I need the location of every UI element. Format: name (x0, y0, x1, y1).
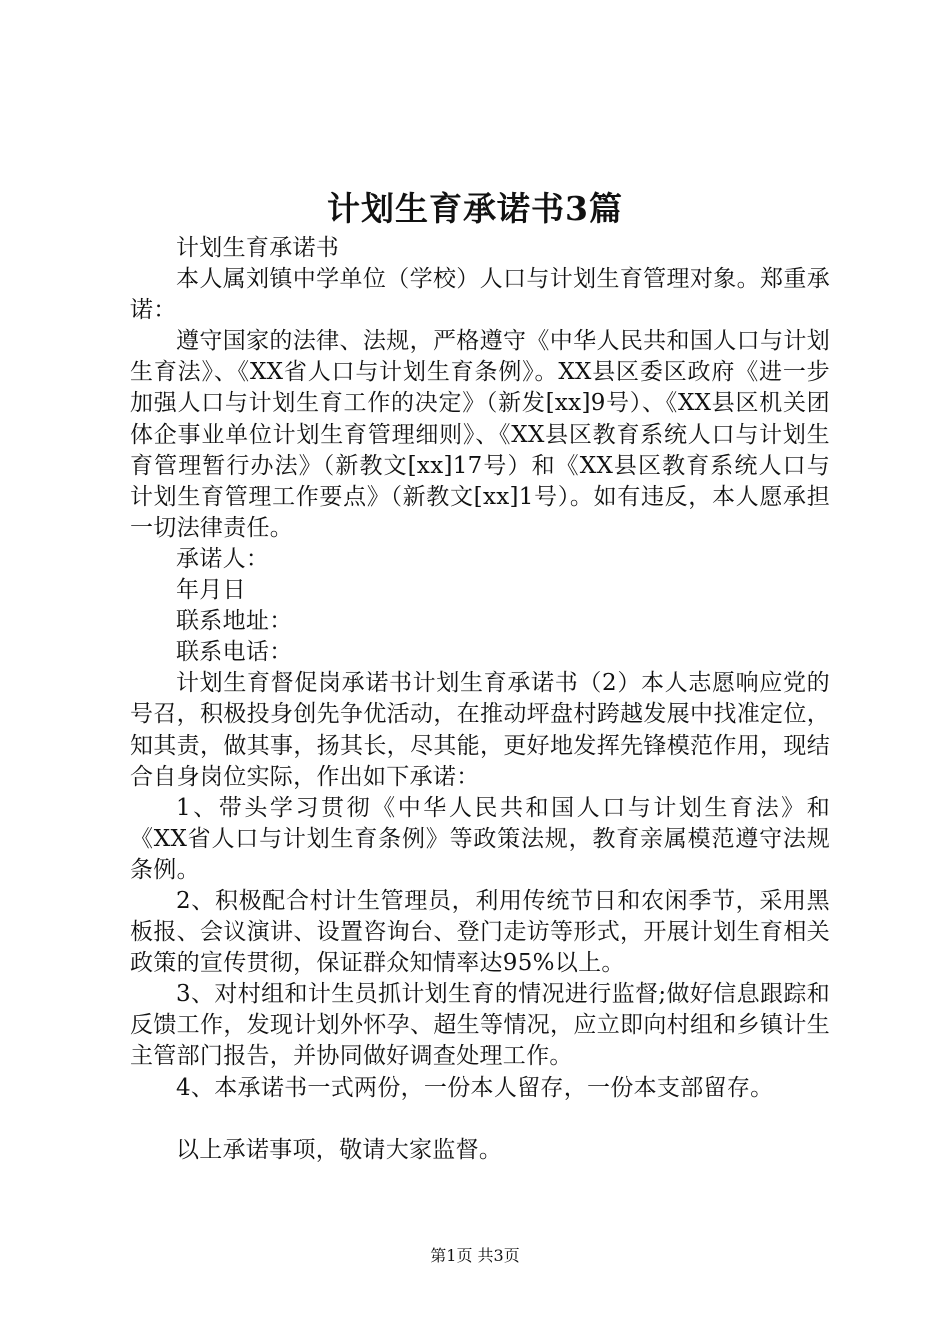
signature-label: 承诺人： (176, 545, 270, 572)
document-body (130, 233, 830, 1166)
paragraph: 遵守国家的法律、法规，严格遵守《中华人民共和国人口与计划生育法》、《XX省人口与计划生育条例》。XX县区委区政府《进一步加强人口与计划生育工作的决定》（新发[xx]9号）、《XX县区机关团体企事业单位计划生育管理细则》、《XX县区教育系统人口与计划生育管理暂行办法》（新教文[xx]17号）和《XX县区教育系统人口与计划生育管理工作要点》（新教文[xx]1号）。如有违反，本人愿承担一切法律责任。 (130, 328, 830, 541)
list-item: 2、积极配合村计生管理员，利用传统节日和农闲季节，采用黑板报、会议演讲、设置咨询台、登门走访等形式，开展计划生育相关政策的宣传贯彻，保证群众知情率达95%以上。 (130, 887, 830, 977)
date-label: 年月日 (176, 577, 246, 604)
spacer (130, 1104, 830, 1135)
paragraph-heading: 计划生育承诺书 (176, 235, 340, 261)
document-title: 计划生育承诺书3篇 (327, 189, 623, 228)
address-label: 联系地址： (176, 608, 293, 635)
closing-paragraph: 以上承诺事项，敬请大家监督。 (176, 1136, 503, 1163)
list-item: 1、带头学习贯彻《中华人民共和国人口与计划生育法》和《XX省人口与计划生育条例》等政策法规，教育亲属模范遵守法规条例。 (130, 794, 830, 883)
paragraph: 计划生育督促岗承诺书计划生育承诺书（2）本人志愿响应党的号召，积极投身创先争优活动，在推动坪盘村跨越发展中找准定位，知其责，做其事，扬其长，尽其能，更好地发挥先锋模范作用，现结合自身岗位实际，作出如下承诺： (130, 670, 830, 790)
list-item: 3、对村组和计生员抓计划生育的情况进行监督;做好信息跟踪和反馈工作，发现计划外怀孕、超生等情况，应立即向村组和乡镇计生主管部门报告，并协同做好调查处理工作。 (130, 981, 830, 1070)
phone-label: 联系电话： (176, 639, 293, 666)
page-footer: 第1页 共3页 (430, 1246, 520, 1265)
list-item: 4、本承诺书一式两份，一份本人留存，一份本支部留存。 (176, 1074, 774, 1101)
paragraph: 本人属刘镇中学单位（学校）人口与计划生育管理对象。郑重承诺： (130, 266, 830, 324)
